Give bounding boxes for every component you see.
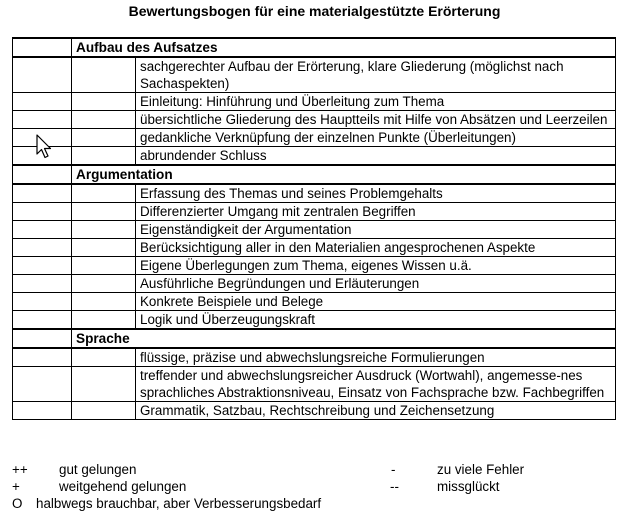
note-cell <box>72 293 136 311</box>
note-cell <box>72 221 136 239</box>
section-header-row <box>13 165 616 184</box>
rating-table <box>12 37 616 420</box>
criterion-text: treffender und abwechslungsreicher Ausdruck (Wortwahl), angemesse-nes sprachliches Abstraktionsniveau, Einsatz von Fachsprache bzw. Fachbegriffen <box>136 367 616 402</box>
legend-symbol: ++ <box>12 462 28 477</box>
criterion-row <box>13 129 616 147</box>
criterion-text: Ausführliche Begründungen und Erläuterungen <box>136 275 616 293</box>
criterion-row <box>13 348 616 367</box>
legend-symbol: - <box>391 462 396 477</box>
criterion-row <box>13 147 616 166</box>
note-cell <box>72 57 136 93</box>
note-cell <box>72 367 136 402</box>
rating-cell <box>13 329 72 348</box>
criterion-text: Einleitung: Hinführung und Überleitung zum Thema <box>136 93 616 111</box>
criterion-row <box>13 184 616 203</box>
section-heading: Sprache <box>72 329 616 348</box>
rating-cell <box>13 203 72 221</box>
criterion-row <box>13 93 616 111</box>
note-cell <box>72 257 136 275</box>
note-cell <box>72 93 136 111</box>
criterion-row <box>13 221 616 239</box>
criterion-row <box>13 367 616 402</box>
mouse-pointer-icon <box>36 134 56 160</box>
rating-cell <box>13 111 72 129</box>
criterion-text: Eigenständigkeit der Argumentation <box>136 221 616 239</box>
criterion-text: Logik und Überzeugungskraft <box>136 311 616 330</box>
note-cell <box>72 348 136 367</box>
criterion-row <box>13 239 616 257</box>
criterion-row <box>13 402 616 420</box>
note-cell <box>72 203 136 221</box>
note-cell <box>72 129 136 147</box>
criterion-text: Berücksichtigung aller in den Materialien angesprochenen Aspekte <box>136 239 616 257</box>
rating-cell <box>13 38 72 57</box>
legend-text: gut gelungen <box>59 462 137 477</box>
rating-cell <box>13 221 72 239</box>
section-header-row <box>13 38 616 57</box>
criterion-row <box>13 257 616 275</box>
page-title: Bewertungsbogen für eine materialgestützte Erörterung <box>128 3 501 19</box>
criterion-row <box>13 293 616 311</box>
criterion-text: Grammatik, Satzbau, Rechtschreibung und Zeichensetzung <box>136 402 616 420</box>
criterion-text: Eigene Überlegungen zum Thema, eigenes Wissen u.ä. <box>136 257 616 275</box>
rating-cell <box>13 293 72 311</box>
criterion-row <box>13 111 616 129</box>
note-cell <box>72 184 136 203</box>
section-heading: Argumentation <box>72 165 616 184</box>
note-cell <box>72 402 136 420</box>
rating-cell <box>13 311 72 330</box>
legend-text: zu viele Fehler <box>437 462 525 477</box>
criterion-text: Differenzierter Umgang mit zentralen Begriffen <box>136 203 616 221</box>
legend-symbol: + <box>12 479 20 494</box>
rating-cell <box>13 257 72 275</box>
criterion-text: sachgerechter Aufbau der Erörterung, klare Gliederung (möglichst nach Sachaspekten) <box>136 57 616 93</box>
legend-text: missglückt <box>437 479 500 494</box>
criterion-text: Erfassung des Themas und seines Problemgehalts <box>136 184 616 203</box>
note-cell <box>72 239 136 257</box>
criterion-text: übersichtliche Gliederung des Hauptteils mit Hilfe von Absätzen und Leerzeilen <box>136 111 616 129</box>
criterion-row <box>13 203 616 221</box>
note-cell <box>72 111 136 129</box>
legend-symbol: O <box>12 496 23 511</box>
rating-cell <box>13 184 72 203</box>
section-heading: Aufbau des Aufsatzes <box>72 38 616 57</box>
note-cell <box>72 311 136 330</box>
criterion-text: flüssige, präzise und abwechslungsreiche Formulierungen <box>136 348 616 367</box>
legend-text: weitgehend gelungen <box>59 479 187 494</box>
rating-cell <box>13 367 72 402</box>
criterion-row <box>13 275 616 293</box>
rating-cell <box>13 93 72 111</box>
rating-cell <box>13 348 72 367</box>
rating-cell <box>13 57 72 93</box>
criterion-text: gedankliche Verknüpfung der einzelnen Punkte (Überleitungen) <box>136 129 616 147</box>
criterion-text: abrundender Schluss <box>136 147 616 166</box>
legend-text: halbwegs brauchbar, aber Verbesserungsbedarf <box>36 496 322 511</box>
rating-cell <box>13 402 72 420</box>
criterion-row <box>13 311 616 330</box>
rating-cell <box>13 165 72 184</box>
rating-cell <box>13 275 72 293</box>
note-cell <box>72 275 136 293</box>
rating-cell <box>13 239 72 257</box>
note-cell <box>72 147 136 166</box>
criterion-text: Konkrete Beispiele und Belege <box>136 293 616 311</box>
criterion-row <box>13 57 616 93</box>
section-header-row <box>13 329 616 348</box>
legend-symbol: -- <box>390 479 399 494</box>
